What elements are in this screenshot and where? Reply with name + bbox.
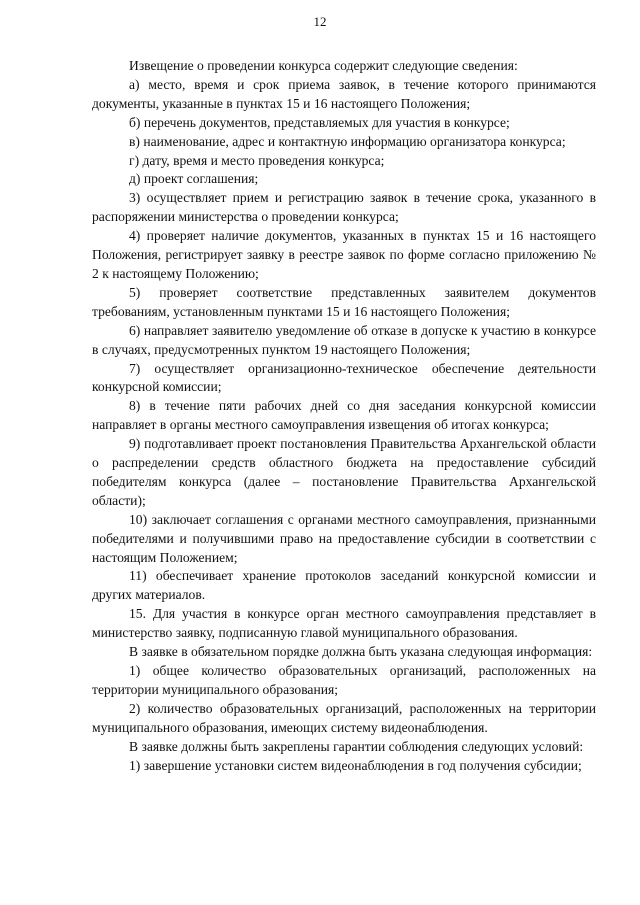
paragraph-item-5: 5) проверяет соответствие представленных заявителем документов требованиям, установленным пунктами 15 и 16 настоящего Положения; [92, 284, 596, 319]
paragraph-item-7: 7) осуществляет организационно-техническое обеспечение деятельности конкурсной комиссии; [92, 360, 596, 395]
paragraph-notice-contents: Извещение о проведении конкурса содержит следующие сведения: [129, 58, 518, 73]
page-number: 12 [313, 14, 327, 29]
paragraph-item-6: 6) направляет заявителю уведомление об отказе в допуске к участию в конкурсе в случаях, предусмотренных пунктом 19 настоящего Положения; [92, 322, 596, 357]
document-body [92, 57, 596, 775]
paragraph-item-a: а) место, время и срок приема заявок, в течение которого принимаются документы, указанные в пунктах 15 и 16 настоящего Положения; [92, 76, 596, 111]
paragraph-item-3: 3) осуществляет прием и регистрацию заявок в течение срока, указанного в распоряжении министерства о проведении конкурса; [92, 190, 596, 225]
paragraph-info-item-1: 1) общее количество образовательных организаций, расположенных на территории муниципального образования; [92, 663, 596, 697]
paragraph-info-item-2: 2) количество образовательных организаций, расположенных на территории муниципального образования, имеющих систему видеонаблюдения. [92, 700, 596, 735]
paragraph-condition-item-1: 1) завершение установки систем видеонаблюдения в год получения субсидии; [129, 757, 582, 773]
paragraph-item-8: 8) в течение пяти рабочих дней со дня заседания конкурсной комиссии направляет в органы местного самоуправления извещения об итогах конкурса; [92, 398, 596, 433]
paragraph-guarantees: В заявке должны быть закреплены гарантии соблюдения следующих условий: [129, 738, 584, 754]
paragraph-item-g: г) дату, время и место проведения конкурса; [129, 152, 385, 168]
paragraph-item-b: б) перечень документов, представляемых для участия в конкурсе; [129, 114, 510, 130]
paragraph-item-9: 9) подготавливает проект постановления Правительства Архангельской области о распределении средств областного бюджета на предоставление субсидий победителям конкурса (далее – постановление Правительства Архангельской области); [92, 436, 596, 508]
paragraph-item-v: в) наименование, адрес и контактную информацию организатора конкурса; [129, 133, 566, 149]
paragraph-application-info: В заявке в обязательном порядке должна быть указана следующая информация: [129, 644, 593, 660]
paragraph-item-11: 11) обеспечивает хранение протоколов заседаний конкурсной комиссии и других материалов. [92, 568, 596, 603]
paragraph-item-d: д) проект соглашения; [129, 171, 259, 187]
paragraph-item-4: 4) проверяет наличие документов, указанных в пунктах 15 и 16 настоящего Положения, регистрирует заявку в реестре заявок по форме согласно приложению № 2 к настоящему Положению; [92, 228, 596, 281]
paragraph-item-10: 10) заключает соглашения с органами местного самоуправления, признанными победителями и получившими право на предоставление субсидии в соответствии с настоящим Положением; [92, 511, 596, 565]
paragraph-clause-15: 15. Для участия в конкурсе орган местного самоуправления представляет в министерство заявку, подписанную главой муниципального образования. [92, 606, 596, 641]
